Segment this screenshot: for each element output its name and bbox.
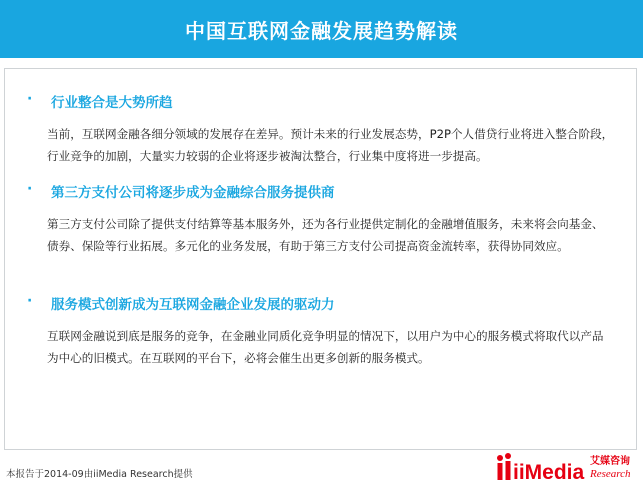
iimedia-logo-icon <box>494 452 640 482</box>
section-body: 第三方支付公司除了提供支付结算等基本服务外，还为各行业提供定制化的金融增值服务，未来将会向基金、债券、保险等行业拓展。多元化的业务发展，有助于第三方支付公司提高资金流转率，获得协同效应。 <box>47 217 604 253</box>
page-title: 中国互联网金融发展趋势解读 <box>185 18 458 43</box>
section-heading: 第三方支付公司将逐步成为金融综合服务提供商 <box>51 185 335 201</box>
section-heading: 行业整合是大势所趋 <box>51 95 173 111</box>
logo-cn-text: 艾媒咨询 <box>590 456 630 467</box>
title-bar <box>0 0 643 58</box>
content-panel <box>4 68 637 450</box>
logo-brand-text: iiMedia <box>513 461 585 482</box>
bullet-icon: · <box>27 293 33 309</box>
section-body: 互联网金融说到底是服务的竞争，在金融业同质化竞争明显的情况下，以用户为中心的服务模式将取代以产品为中心的旧模式。在互联网的平台下，必将会催生出更多创新的服务模式。 <box>47 329 604 365</box>
bullet-icon: · <box>27 181 33 197</box>
logo-graphic <box>494 452 640 482</box>
section-body: 当前，互联网金融各细分领域的发展存在差异。预计未来的行业发展态势，P2P个人借贷行业将进入整合阶段，行业竞争的加剧，大量实力较弱的企业将逐步被淘汰整合，行业集中度将进一步提高。 <box>47 127 614 163</box>
logo-en-text: Research <box>590 468 631 480</box>
report-source-note: 本报告于2014-09由iiMedia Research提供 <box>6 469 193 480</box>
bullet-icon: · <box>27 91 33 107</box>
section-heading: 服务模式创新成为互联网金融企业发展的驱动力 <box>51 297 335 313</box>
